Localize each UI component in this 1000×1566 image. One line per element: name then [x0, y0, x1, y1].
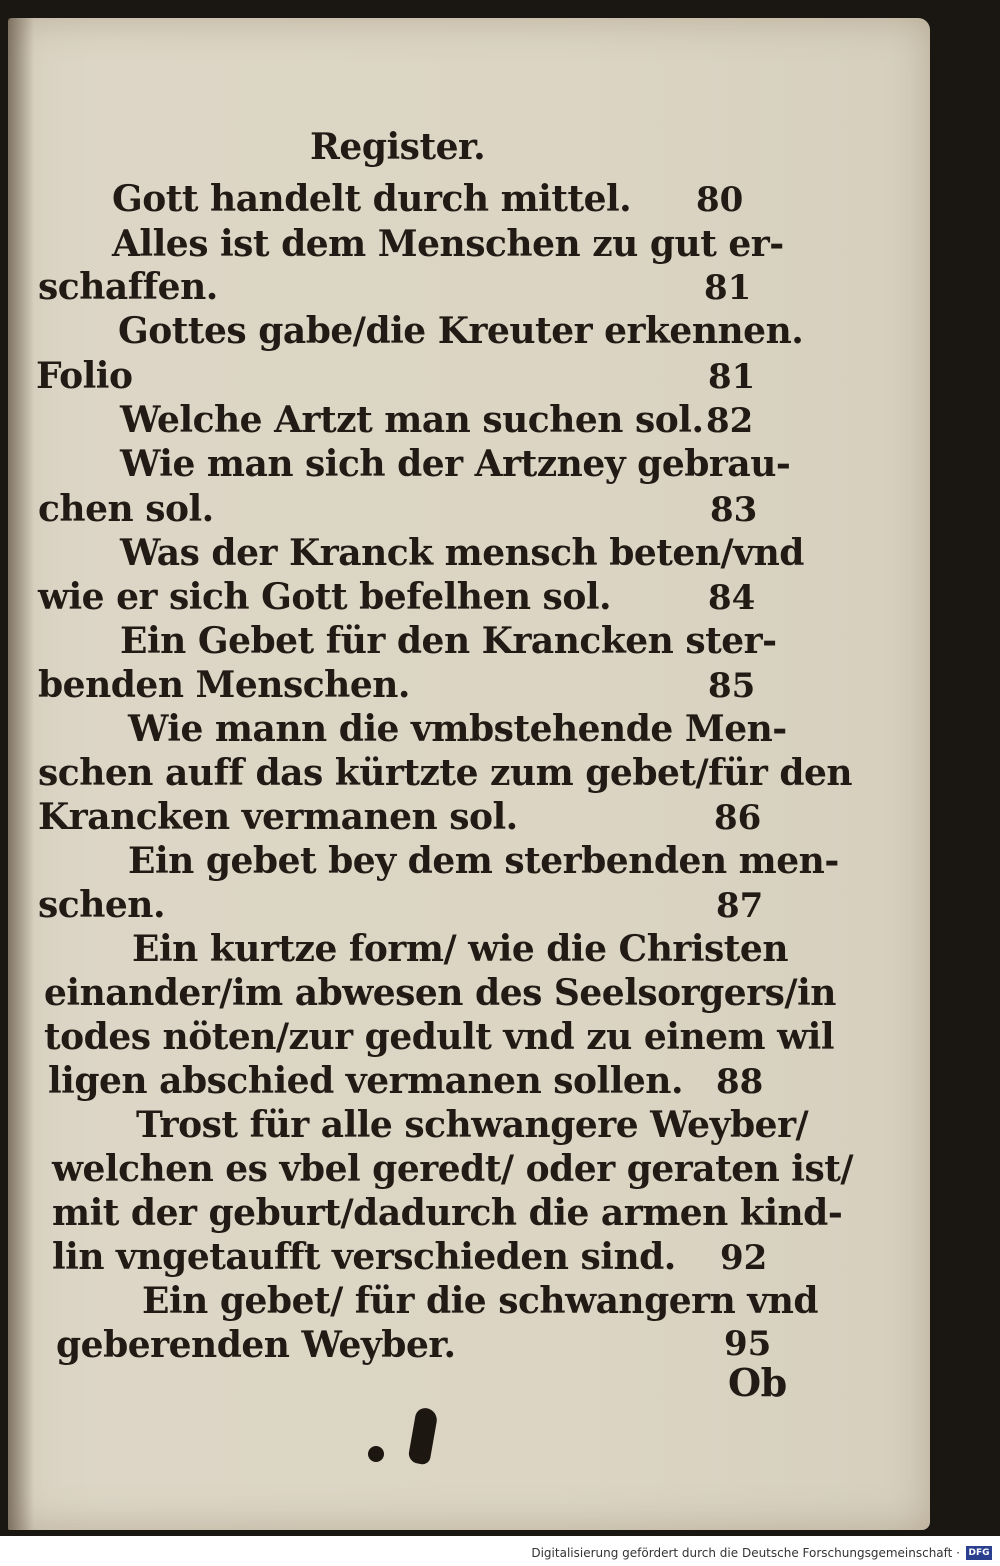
page-header: Register.: [310, 126, 486, 168]
register-entry-line: einander/im abwesen des Seelsorgers/in: [44, 972, 836, 1014]
register-entry-line: Welche Artzt man suchen sol.: [120, 399, 704, 441]
entry-page-number: 81: [708, 357, 756, 397]
register-entry-line: Krancken vermanen sol.: [38, 796, 518, 838]
register-entry-line: Ein gebet/ für die schwangern vnd: [142, 1280, 819, 1322]
register-entry-line: welchen es vbel geredt/ oder geraten ist/: [52, 1148, 854, 1190]
catchword: Ob: [728, 1360, 787, 1405]
register-entry-line: schen.: [38, 884, 165, 926]
register-entry-line: Folio: [36, 355, 133, 397]
register-entry-line: Ein Gebet für den Krancken ster-: [120, 620, 777, 662]
ink-dot-mark: [368, 1446, 384, 1462]
register-entry-line: mit der geburt/dadurch die armen kind-: [52, 1192, 843, 1234]
footer-bar: [0, 1536, 1000, 1566]
entry-page-number: 82: [706, 401, 754, 441]
register-entry-line: Wie man sich der Artzney gebrau-: [120, 443, 791, 485]
funding-credit: Digitalisierung gefördert durch die Deutsche Forschungsgemeinschaft ·: [531, 1546, 960, 1560]
entry-page-number: 81: [704, 268, 752, 308]
register-entry-line: Trost für alle schwangere Weyber/: [136, 1104, 809, 1146]
register-entry-line: Alles ist dem Menschen zu gut er-: [112, 223, 784, 265]
register-entry-line: wie er sich Gott befelhen sol.: [38, 576, 612, 618]
register-entry-line: schen auff das kürtzte zum gebet/für den: [38, 752, 853, 794]
register-entry-line: Ein gebet bey dem sterbenden men-: [128, 840, 839, 882]
entry-page-number: 87: [716, 886, 764, 926]
register-entry-line: Gott handelt durch mittel.: [112, 178, 632, 220]
register-entry-line: geberenden Weyber.: [56, 1324, 456, 1366]
entry-page-number: 84: [708, 578, 756, 618]
entry-page-number: 95: [724, 1324, 772, 1364]
register-entry-line: todes nöten/zur gedult vnd zu einem wil: [44, 1016, 835, 1058]
entry-page-number: 88: [716, 1062, 764, 1102]
register-entry-line: Gottes gabe/die Kreuter erkennen.: [118, 310, 804, 352]
register-entry-line: chen sol.: [38, 488, 214, 530]
register-entry-line: schaffen.: [38, 266, 218, 308]
register-text-block: [8, 18, 930, 1530]
register-entry-line: Wie mann die vmbstehende Men-: [128, 708, 787, 750]
signature-stroke-mark: [407, 1407, 438, 1466]
entry-page-number: 92: [720, 1238, 768, 1278]
entry-page-number: 83: [710, 490, 758, 530]
entry-page-number: 85: [708, 666, 756, 706]
entry-page-number: 86: [714, 798, 762, 838]
entry-page-number: 80: [696, 180, 744, 220]
register-entry-line: Ein kurtze form/ wie die Christen: [132, 928, 788, 970]
register-entry-line: benden Menschen.: [38, 664, 410, 706]
register-entry-line: lin vngetaufft verschieden sind.: [52, 1236, 676, 1278]
register-entry-line: ligen abschied vermanen sollen.: [48, 1060, 684, 1102]
register-entry-line: Was der Kranck mensch beten/vnd: [120, 532, 804, 574]
dfg-logo-icon: DFG: [966, 1546, 992, 1560]
book-page: [8, 18, 930, 1530]
